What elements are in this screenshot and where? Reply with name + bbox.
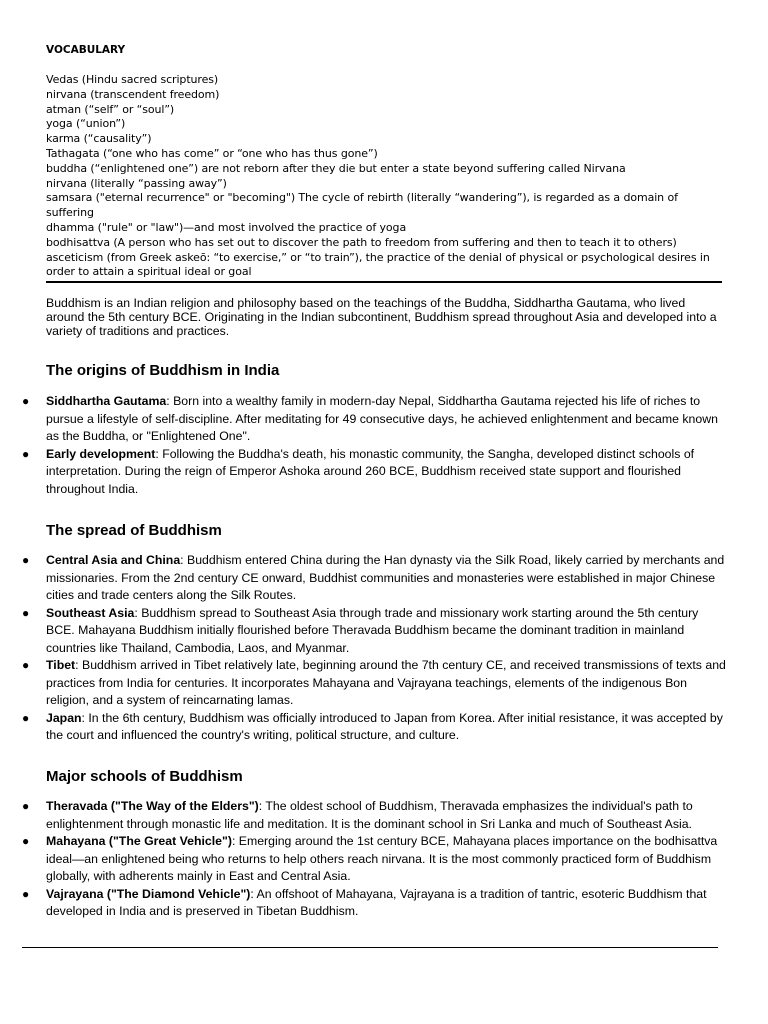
bullet-icon: ●: [22, 605, 30, 620]
origins-list: [22, 393, 726, 498]
list-item: [22, 710, 726, 745]
vocab-item: yoga (“union”): [46, 117, 126, 131]
section-heading-schools: Major schools of Buddhism: [46, 768, 243, 785]
item-term: Southeast Asia: [46, 605, 135, 620]
item-text: : Emerging around the 1st century BCE, Mahayana places importance on the bodhisattva ideal—an enlightened being who returns to help others reach nirvana. It is the most commonly practiced form of Buddhism globally, with adherents mainly in East and Central Asia.: [46, 834, 718, 883]
vocab-item: Vedas (Hindu sacred scriptures): [46, 73, 219, 86]
vocab-item: dhamma ("rule" or "law")—and most involved the practice of yoga: [46, 220, 407, 234]
vocab-item: bodhisattva (A person who has set out to discover the path to freedom from suffering and then to teach it to others): [46, 235, 677, 249]
item-term: Early development: [46, 446, 156, 461]
intro-paragraph: Buddhism is an Indian religion and philosophy based on the teachings of the Buddha, Siddhartha Gautama, who lived around the 5th century BCE. Originating in the Indian subcontinent, Buddhism spread throughout Asia and developed into a variety of traditions and practices.: [46, 296, 717, 338]
vocab-item: nirvana (literally “passing away”): [46, 176, 227, 190]
vocab-item: buddha (“enlightened one”) are not reborn after they die but enter a state beyond suffering called Nirvana: [46, 161, 626, 175]
section-divider: [46, 281, 722, 283]
item-text: : Born into a wealthy family in modern-day Nepal, Siddhartha Gautama rejected his life of riches to pursue a lifestyle of self-discipline. After meditating for 49 consecutive days, he achieved enlightenment and became known as the Buddha, or "Enlightened One".: [46, 394, 718, 443]
item-term: Central Asia and China: [46, 553, 181, 567]
schools-list: [22, 798, 726, 921]
spread-list: [22, 552, 726, 745]
vocab-item: atman (“self” or “soul”): [46, 102, 175, 116]
vocab-item: nirvana (transcendent freedom): [46, 87, 220, 101]
section-heading-spread: The spread of Buddhism: [46, 522, 222, 539]
list-item: [22, 886, 726, 921]
bullet-icon: ●: [22, 553, 30, 567]
bullet-icon: ●: [22, 446, 30, 461]
footer-divider: [22, 947, 718, 948]
bullet-icon: ●: [22, 710, 30, 725]
item-term: Mahayana ("The Great Vehicle"): [46, 834, 232, 848]
vocab-item: samsara ("eternal recurrence" or "becoming") The cycle of rebirth (literally “wandering”), is regarded as a domain of suffering: [46, 191, 678, 220]
bullet-icon: ●: [22, 886, 30, 901]
bullet-icon: ●: [22, 658, 30, 672]
section-heading-origins: The origins of Buddhism in India: [46, 362, 280, 379]
item-term: Japan: [46, 710, 82, 725]
item-text: : Buddhism entered China during the Han dynasty via the Silk Road, likely carried by merchants and missionaries. From the 2nd century CE onward, Buddhist communities and monasteries were established in major Chinese cities and trade centers along the Silk Routes.: [46, 553, 725, 602]
item-text: : Buddhism arrived in Tibet relatively late, beginning around the 7th century CE, and received transmissions of texts and practices from India for centuries. It incorporates Mahayana and Vajrayana teachings, elements of the indigenous Bon religion, and a system of reincarnating lamas.: [46, 658, 726, 707]
item-text: : Following the Buddha's death, his monastic community, the Sangha, developed distinct schools of interpretation. During the reign of Emperor Ashoka around 260 BCE, Buddhism received state support and flourished throughout India.: [46, 446, 695, 496]
vocabulary-list: [46, 73, 722, 280]
vocabulary-heading: VOCABULARY: [46, 44, 126, 56]
list-item: [22, 657, 726, 710]
vocab-item: Tathagata (“one who has come” or “one who has thus gone”): [46, 146, 378, 160]
item-term: Vajrayana ("The Diamond Vehicle"): [46, 886, 251, 901]
item-text: : Buddhism spread to Southeast Asia through trade and missionary work starting around the 5th century BCE. Mahayana Buddhism initially flourished before Theravada Buddhism became the dominant tradition in mainland countries like Thailand, Cambodia, Laos, and Myanmar.: [46, 605, 699, 655]
item-term: Tibet: [46, 658, 76, 672]
item-text: : An offshoot of Mahayana, Vajrayana is a tradition of tantric, esoteric Buddhism that developed in India and is preserved in Tibetan Buddhism.: [46, 886, 707, 918]
item-text: : In the 6th century, Buddhism was officially introduced to Japan from Korea. After initial resistance, it was accepted by the court and influenced the country's writing, political structure, and culture.: [46, 710, 723, 742]
list-item: [22, 393, 726, 446]
item-text: : The oldest school of Buddhism, Theravada emphasizes the individual's path to enlightenment through monastic life and meditation. It is the dominant school in Sri Lanka and much of Southeast Asia.: [46, 799, 693, 831]
bullet-icon: ●: [22, 834, 30, 848]
item-term: Theravada ("The Way of the Elders"): [46, 799, 259, 813]
vocab-item: asceticism (from Greek askeō: “to exercise,” or “to train”), the practice of the denial of physical or psychological desires in order to attain a spiritual ideal or goal: [46, 250, 710, 279]
bullet-icon: ●: [22, 799, 30, 813]
bullet-icon: ●: [22, 394, 30, 408]
list-item: [22, 833, 726, 886]
vocab-item: karma (“causality”): [46, 132, 152, 146]
item-term: Siddhartha Gautama: [46, 394, 167, 408]
list-item: [22, 798, 726, 833]
list-item: [22, 446, 726, 499]
list-item: [22, 605, 726, 658]
list-item: [22, 552, 726, 605]
